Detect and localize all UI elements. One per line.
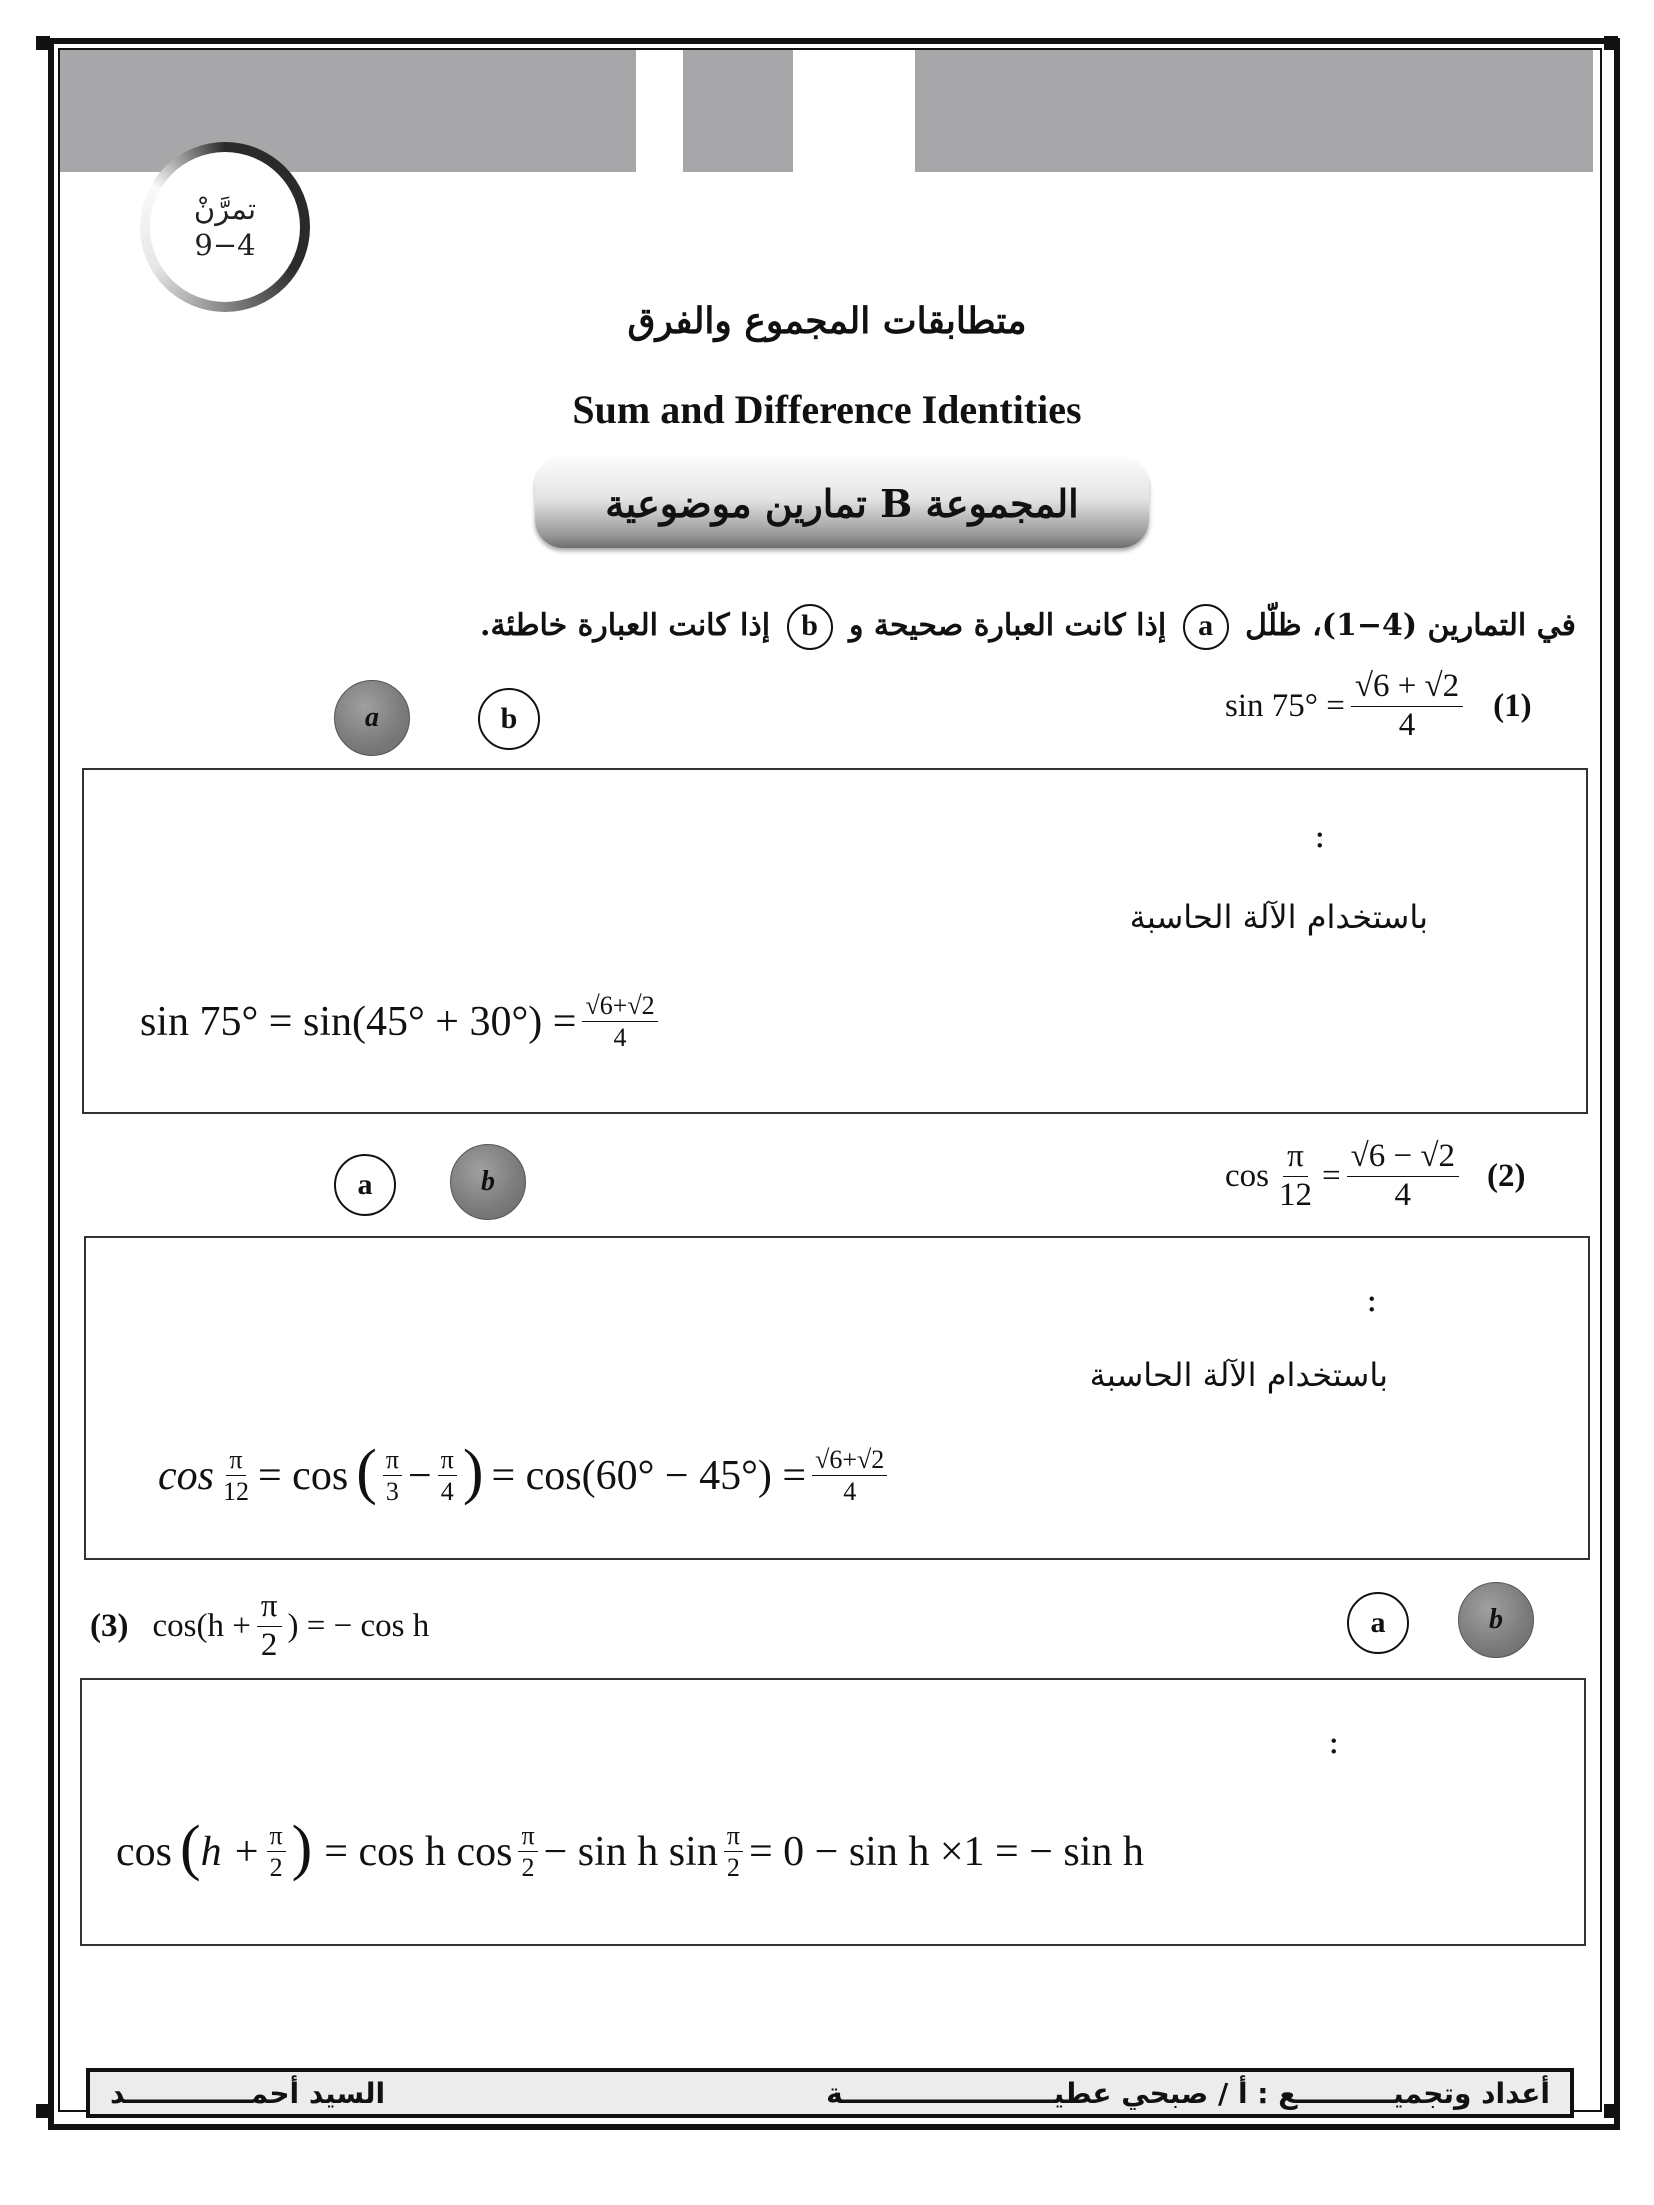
q3-number: (3) xyxy=(90,1607,129,1644)
q2-lhs-den: 12 xyxy=(1279,1176,1312,1213)
footer-author-surname: السيد أحمـــــــــــــد xyxy=(110,2076,386,2110)
page-title-english: Sum and Difference Identities xyxy=(572,387,1082,432)
q2-option-b-selected[interactable]: b xyxy=(450,1144,526,1220)
q3-option-b-selected[interactable]: b xyxy=(1458,1582,1534,1658)
q3-frac1-den: 2 xyxy=(269,1853,283,1883)
q3-rhs: ) = − cos h xyxy=(287,1607,430,1644)
q2-rhs-den: 4 xyxy=(1394,1176,1412,1213)
q3-lhs: cos(h + xyxy=(152,1607,251,1644)
q2-equals: = xyxy=(1322,1157,1341,1194)
q2-frac4-num: √6+√2 xyxy=(812,1444,887,1476)
q1-lhs: sin 75° = xyxy=(1225,687,1345,724)
q2-solution-rest: = cos(60° − 45°) = xyxy=(491,1452,807,1499)
q1-statement xyxy=(1225,668,1532,745)
q1-solution-fraction xyxy=(582,990,657,1053)
q2-calculator-note: باستخدام الآلة الحاسبة xyxy=(1089,1356,1388,1394)
q2-option-a[interactable]: a xyxy=(334,1154,396,1216)
q1-solution-frac-den: 4 xyxy=(613,1023,627,1053)
exercise-badge xyxy=(140,142,310,312)
q1-number: (1) xyxy=(1493,687,1532,724)
q2-frac3-num: π xyxy=(438,1444,457,1476)
q3-left-paren: ( xyxy=(180,1813,201,1882)
page-title-arabic: متطابقات المجموع والفرق xyxy=(627,300,1027,342)
frame-corner xyxy=(1604,36,1618,50)
q3-right-paren: ) xyxy=(291,1813,313,1882)
q2-left-paren: ( xyxy=(356,1437,377,1506)
q2-solution-eq1: = cos xyxy=(258,1452,349,1499)
instruction-option-a: a xyxy=(1183,604,1229,650)
q2-solution xyxy=(158,1437,893,1507)
q3-solution-eq1: = cos h cos xyxy=(324,1828,513,1875)
q3-answer-box xyxy=(80,1678,1586,1946)
q2-number: (2) xyxy=(1486,1157,1526,1194)
q3-lhs-num: π xyxy=(257,1588,282,1627)
q2-solution-frac-4 xyxy=(812,1444,887,1507)
q3-solution-h-plus: h + xyxy=(200,1828,261,1875)
q1-answer-box xyxy=(82,768,1588,1114)
footer-credit xyxy=(86,2068,1574,2118)
q1-solution-text: sin 75° = sin(45° + 30°) = xyxy=(140,998,577,1045)
q3-solution xyxy=(116,1813,1144,1883)
q3-solution-cos: cos xyxy=(116,1828,172,1875)
instruction-text-3: إذا كانت العبارة خاطئة. xyxy=(480,608,771,643)
q2-frac4-den: 4 xyxy=(843,1477,857,1507)
q2-answer-box xyxy=(84,1236,1590,1560)
q3-solution-frac-3 xyxy=(724,1820,743,1883)
q3-solution-mid: − sin h sin xyxy=(543,1828,718,1875)
q2-frac3-den: 4 xyxy=(440,1477,454,1507)
q3-frac3-num: π xyxy=(724,1820,743,1852)
q2-frac2-num: π xyxy=(383,1444,402,1476)
q3-frac2-den: 2 xyxy=(521,1853,535,1883)
q3-option-a[interactable]: a xyxy=(1347,1592,1409,1654)
q2-rhs-fraction xyxy=(1347,1138,1459,1215)
q2-solution-minus: − xyxy=(407,1452,432,1499)
q1-option-a-selected[interactable]: a xyxy=(334,680,410,756)
instruction-text-2: إذا كانت العبارة صحيحة و xyxy=(849,608,1167,643)
q1-rhs-num: √6 + √2 xyxy=(1351,668,1463,707)
footer-author: أعداد وتجميــــــــــع : أ / صبحي عطيــــــــــــــــــــــة xyxy=(826,2076,1550,2110)
badge-label: تمرَّنْ xyxy=(193,191,257,226)
q2-solution-cos: cos xyxy=(158,1452,214,1499)
q3-statement xyxy=(90,1588,429,1665)
q2-lhs-fraction xyxy=(1275,1138,1316,1215)
instruction xyxy=(480,604,1576,650)
q2-answer-colon: : xyxy=(1366,1280,1378,1320)
q1-option-b[interactable]: b xyxy=(478,688,540,750)
q3-solution-frac-1 xyxy=(267,1820,286,1883)
q3-frac3-den: 2 xyxy=(726,1853,740,1883)
frame-corner xyxy=(1604,2104,1618,2118)
q3-frac2-num: π xyxy=(518,1820,537,1852)
q2-solution-frac-1 xyxy=(220,1444,252,1507)
q2-statement xyxy=(1225,1138,1525,1215)
header-bar-middle xyxy=(683,50,793,172)
q2-frac1-den: 12 xyxy=(223,1477,249,1507)
badge-number: 9−4 xyxy=(194,228,256,262)
q2-solution-frac-3 xyxy=(438,1444,457,1507)
q3-lhs-fraction xyxy=(257,1588,282,1665)
q1-answer-colon: : xyxy=(1314,816,1326,856)
q3-solution-end: = 0 − sin h ×1 = − sin h xyxy=(748,1828,1144,1875)
q2-lhs: cos xyxy=(1225,1157,1269,1194)
frame-corner xyxy=(36,36,50,50)
q3-solution-frac-2 xyxy=(518,1820,537,1883)
group-label: المجموعة B تمارين موضوعية xyxy=(535,458,1149,548)
header-bar-right xyxy=(915,50,1593,172)
q2-solution-frac-2 xyxy=(383,1444,402,1507)
q1-rhs-den: 4 xyxy=(1398,706,1416,743)
q1-rhs-fraction xyxy=(1351,668,1463,745)
instruction-text-1: في التمارين (4−1)، ظلّل xyxy=(1245,608,1576,643)
q2-right-paren: ) xyxy=(462,1437,484,1506)
instruction-option-b: b xyxy=(787,604,833,650)
q3-frac1-num: π xyxy=(267,1820,286,1852)
q1-solution-frac-num: √6+√2 xyxy=(582,990,657,1022)
header-bar-left xyxy=(60,50,636,172)
q3-answer-colon: : xyxy=(1328,1722,1340,1762)
q1-calculator-note: باستخدام الآلة الحاسبة xyxy=(1129,898,1428,936)
frame-corner xyxy=(36,2104,50,2118)
q2-lhs-num: π xyxy=(1283,1138,1308,1177)
q3-lhs-den: 2 xyxy=(260,1626,278,1663)
q2-frac1-num: π xyxy=(226,1444,245,1476)
q2-frac2-den: 3 xyxy=(385,1477,399,1507)
q1-solution xyxy=(140,990,664,1053)
q2-rhs-num: √6 − √2 xyxy=(1347,1138,1459,1177)
